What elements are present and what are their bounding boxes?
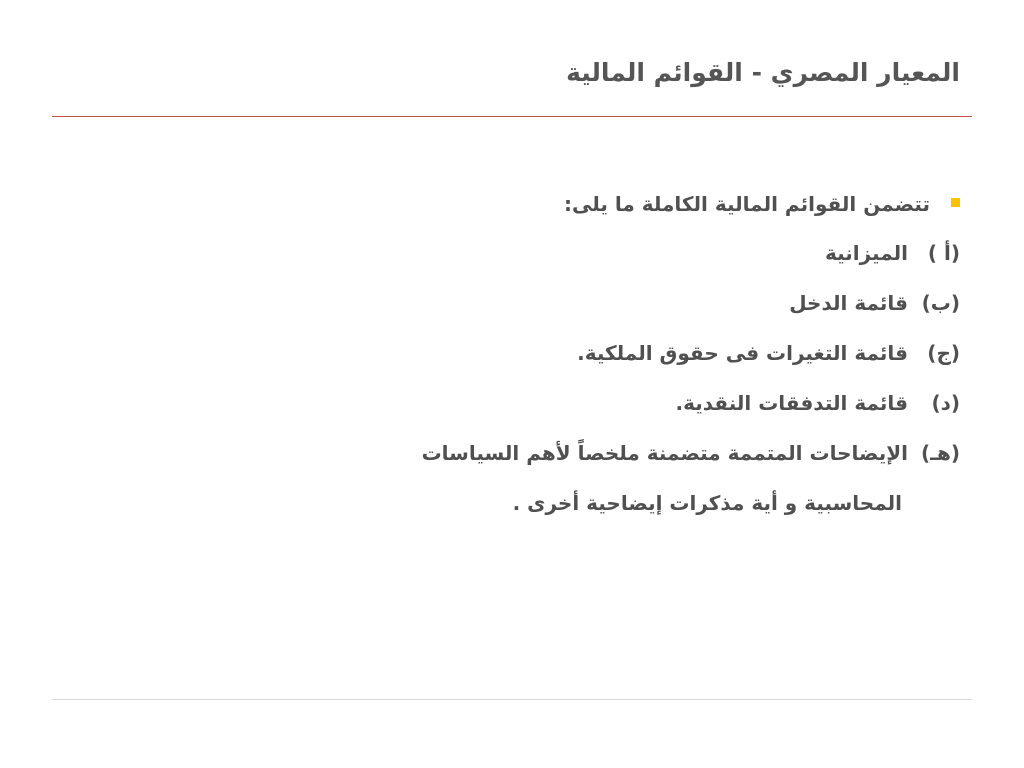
list-item [320, 328, 960, 378]
item-text: قائمة التغيرات فى حقوق الملكية. [577, 341, 908, 365]
intro-text: تتضمن القوائم المالية الكاملة ما يلى: [563, 192, 930, 216]
item-continuation: المحاسبية و أية مذكرات إيضاحية أخرى . [512, 491, 902, 515]
list-item [320, 278, 960, 328]
footer-divider [52, 699, 972, 700]
slide-content [320, 180, 960, 528]
item-text: الإيضاحات المتممة متضمنة ملخصاً لأهم السياسات [421, 441, 908, 465]
item-marker: (ج) [927, 341, 960, 365]
list-item [320, 228, 960, 278]
bullet-line [320, 180, 960, 228]
item-marker: (أ ) [927, 241, 960, 265]
item-text: قائمة الدخل [789, 291, 908, 315]
title-divider [52, 116, 972, 117]
item-text: قائمة التدفقات النقدية. [675, 391, 908, 415]
item-text: الميزانية [824, 241, 908, 265]
square-bullet-icon [951, 198, 960, 207]
slide-title: المعيار المصري - القوائم المالية [566, 58, 960, 87]
list-item [320, 428, 960, 478]
list-item [320, 378, 960, 428]
item-marker: (هـ) [921, 441, 960, 465]
item-marker: (د) [931, 391, 960, 415]
item-marker: (ب) [921, 291, 960, 315]
